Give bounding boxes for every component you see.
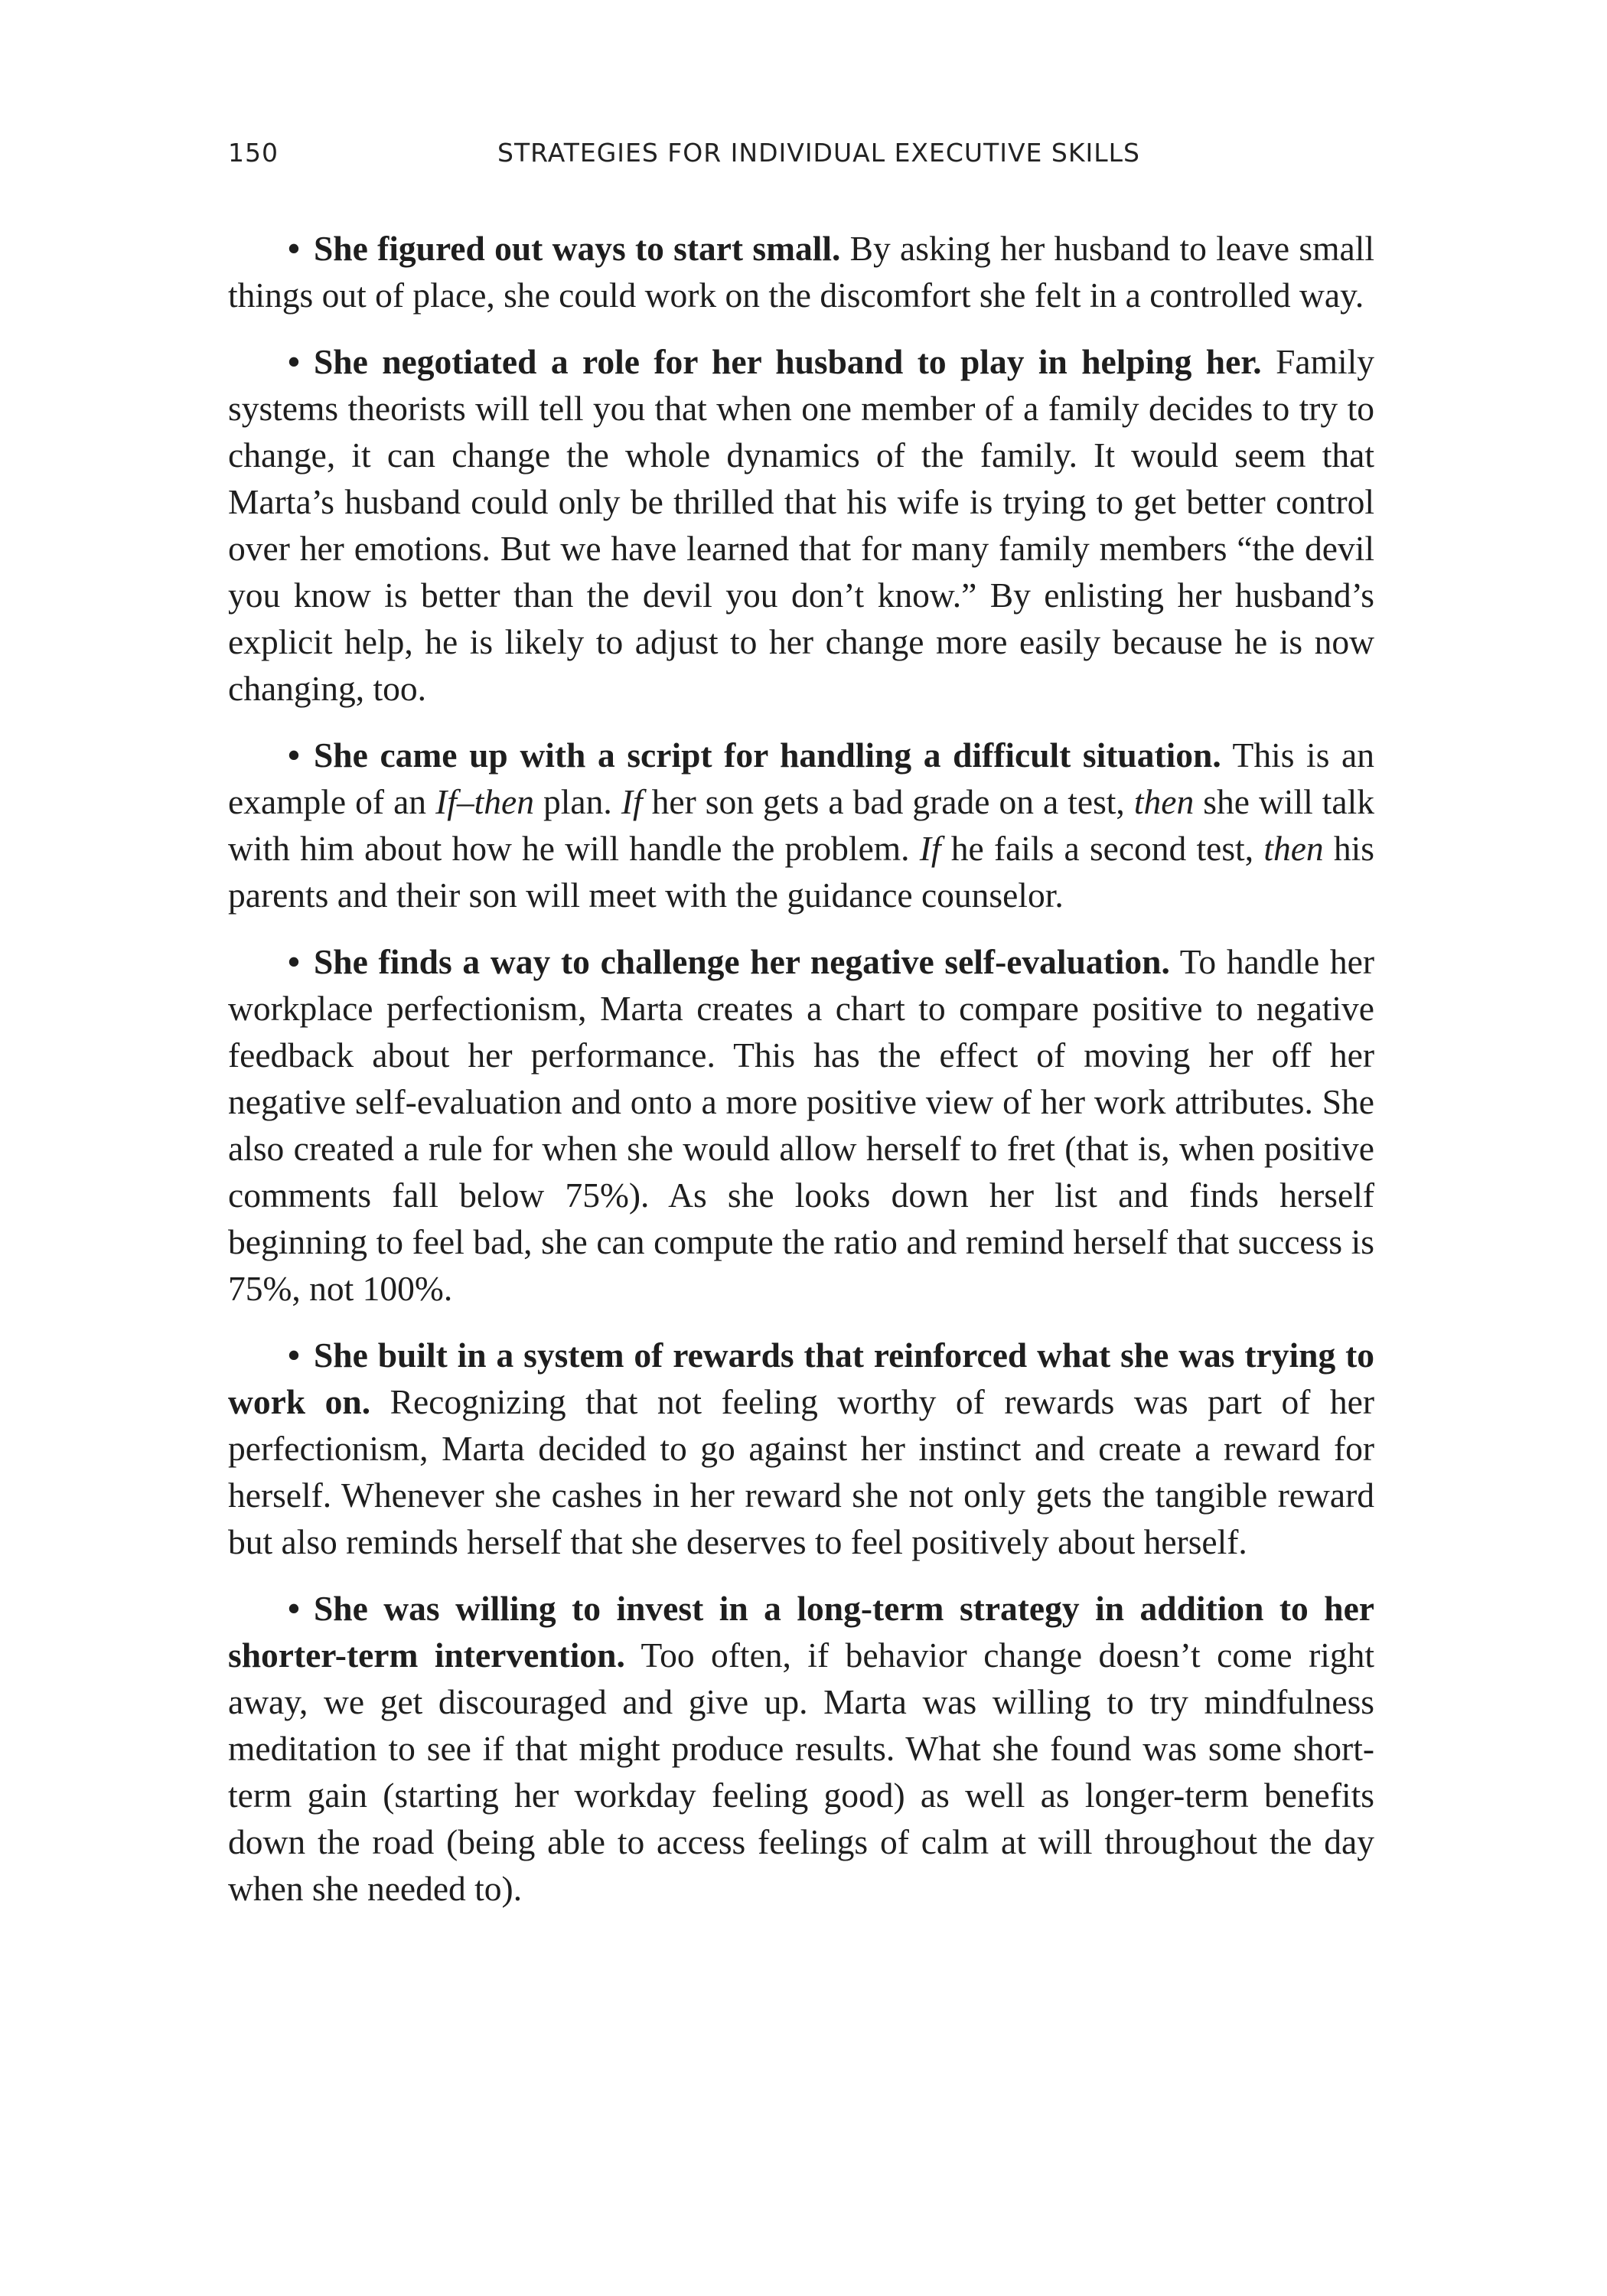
bullet-paragraph-start-small [228,225,1374,318]
paragraph-text: By asking her husband to leave small things out of place, she could work on the discomfort she felt in a controlled way. [228,229,1374,315]
running-head: STRATEGIES FOR INDIVIDUAL EXECUTIVE SKILLS [497,138,1140,168]
paragraph-text: plan. [534,782,621,821]
italic-term: If [621,782,643,821]
italic-term: then [1133,782,1195,821]
paragraph-text: her son gets a bad grade on a test, [642,782,1134,821]
bullet-icon: • [288,735,300,775]
bullet-paragraph-script [228,732,1374,918]
paragraph-lead: She built in a system of rewards that reinforced what she was trying to work on. [228,1336,1374,1421]
page-header [228,138,1376,184]
paragraph-text: she will talk with him about how he will handle the problem. [228,782,1375,868]
paragraph-lead: She negotiated a role for her husband to play in helping her. [314,342,1262,381]
paragraph-text: Recognizing that not feeling worthy of rewards was part of her perfectionism, Marta decided to go against her instinct and create a reward for herself. Whenever she cashes in her reward she not only gets the tangible reward but also reminds herself that she deserves to feel positively about herself. [228,1382,1374,1561]
paragraph-text: Too often, if behavior change doesn’t come right away, we get discouraged and give up. Marta was willing to try mindfulness meditation to see if that might produce results. What she found was some short-term gain (starting her workday feeling good) as well as longer-term benefits down the road (being able to access feelings of calm at will throughout the day when she needed to). [228,1636,1374,1908]
bullet-icon: • [288,942,300,981]
paragraph-lead: She finds a way to challenge her negative self-evaluation. [314,942,1170,981]
italic-term: then [1263,829,1324,868]
bullet-paragraph-long-term [228,1585,1374,1912]
bullet-icon: • [288,342,300,381]
paragraph-text: Family systems theorists will tell you that when one member of a family decides to try to change, it can change the whole dynamics of the family. It would seem that Marta’s husband could only be thrilled that his wife is trying to get better control over her emotions. But we have learned that for many family members “the devil you know is better than the devil you don’t know.” By enlisting her husband’s explicit help, he is likely to adjust to her change more easily because he is now changing, too. [228,342,1374,708]
paragraph-lead: She figured out ways to start small. [314,229,841,268]
bullet-paragraph-rewards [228,1332,1374,1565]
bullet-paragraph-self-evaluation [228,938,1374,1312]
paragraph-text: This is an example of an [228,735,1374,821]
body-text [228,225,1374,1932]
paragraph-lead: She came up with a script for handling a difficult situation. [314,735,1221,775]
bullet-icon: • [288,1336,300,1375]
bullet-icon: • [288,1589,300,1628]
paragraph-text: his parents and their son will meet with the guidance counselor. [228,829,1374,915]
bullet-icon: • [288,229,300,268]
paragraph-text: To handle her workplace perfectionism, Marta creates a chart to compare positive to negative feedback about her performance. This has the effect of moving her off her negative self-evaluation and onto a more positive view of her work attributes. She also created a rule for when she would allow herself to fret (that is, when positive comments fall below 75%). As she looks down her list and finds herself beginning to feel bad, she can compute the ratio and remind herself that success is 75%, not 100%. [228,942,1374,1308]
italic-term: If–then [435,782,534,821]
page-number: 150 [228,138,279,168]
paragraph-text: he fails a second test, [940,829,1264,868]
paragraph-lead: She was willing to invest in a long-term strategy in addition to her shorter-term intervention. [228,1589,1374,1675]
bullet-paragraph-husband-role [228,338,1374,712]
italic-term: If [919,829,941,868]
